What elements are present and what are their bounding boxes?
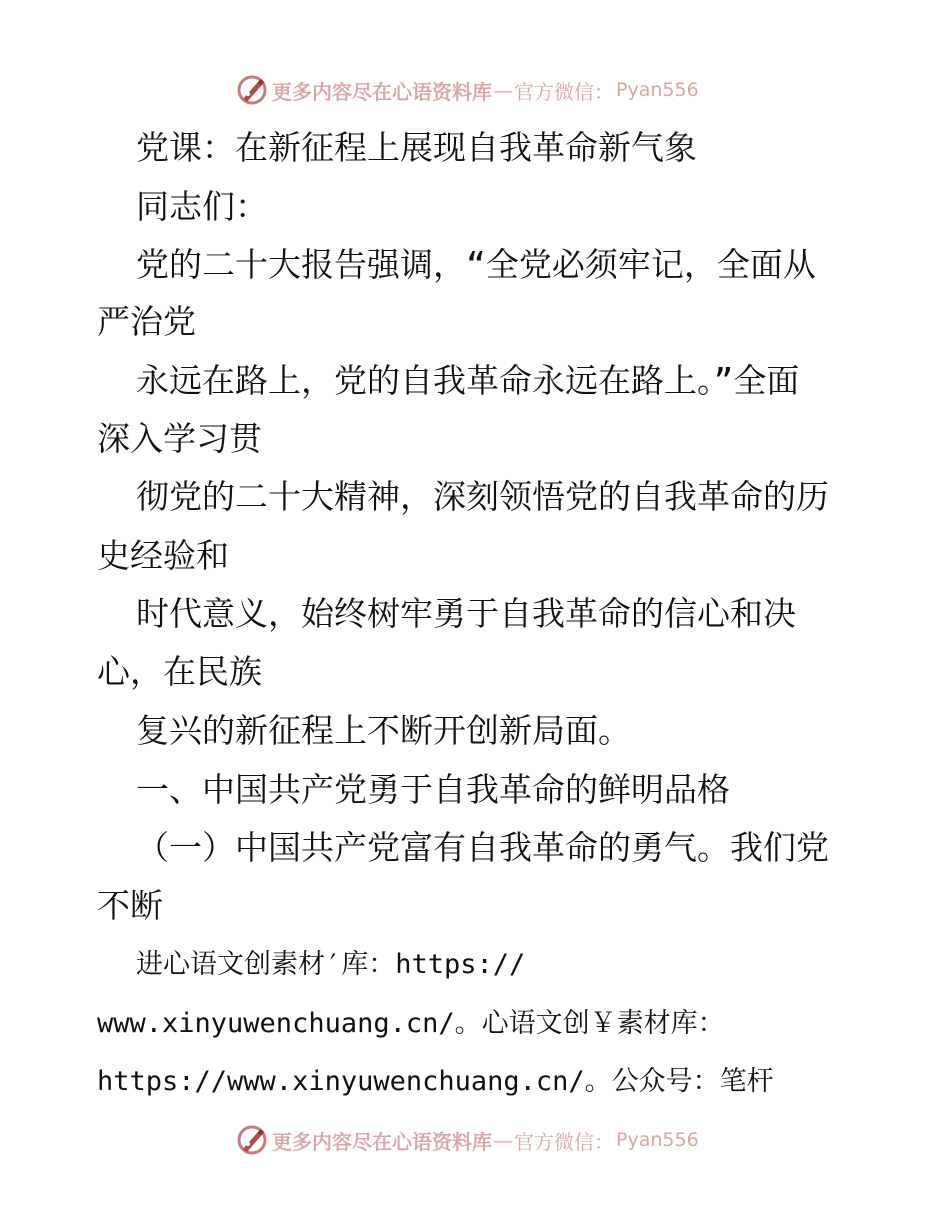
watermark-wechat-id: Pyan556 xyxy=(616,1129,699,1151)
document-title: 党课：在新征程上展现自我革命新气象 xyxy=(136,128,697,167)
watermark-official-label: 官方微信： xyxy=(514,79,614,104)
promo-line: https://www.xinyuwenchuang.cn/。公众号：笔杆 xyxy=(97,1066,774,1097)
paragraph-line: 深入学习贯 xyxy=(97,419,262,458)
watermark-dash: — xyxy=(493,78,513,102)
watermark-main-text: 更多内容尽在心语资料库 xyxy=(272,1129,492,1154)
paragraph-line: 严治党 xyxy=(97,302,196,341)
paragraph-line: 时代意义，始终树牢勇于自我革命的信心和决 xyxy=(136,594,796,633)
paragraph-line: 心，在民族 xyxy=(97,652,262,691)
paragraph-line: 永远在路上，党的自我革命永远在路上。”全面 xyxy=(136,361,800,400)
watermark-main-text: 更多内容尽在心语资料库 xyxy=(272,79,492,104)
watermark-wechat-id: Pyan556 xyxy=(616,79,699,101)
pen-logo-icon xyxy=(236,1124,268,1156)
watermark-official-label: 官方微信： xyxy=(514,1129,614,1154)
paragraph-line: 彻党的二十大精神，深刻领悟党的自我革命的历 xyxy=(136,477,829,516)
section-heading: 一、中国共产党勇于自我革命的鲜明品格 xyxy=(136,770,730,809)
subsection-heading: （一）中国共产党富有自我革命的勇气。我们党 xyxy=(136,828,829,867)
paragraph-line: 史经验和 xyxy=(97,536,229,575)
pen-logo-icon xyxy=(236,74,268,106)
paragraph-line: 复兴的新征程上不断开创新局面。 xyxy=(136,711,631,750)
paragraph-line: 党的二十大报告强调，“全党必须牢记，全面从 xyxy=(136,245,816,284)
promo-line: 进心语文创素材′库：https:// xyxy=(136,949,526,980)
promo-line: www.xinyuwenchuang.cn/。心语文创￥素材库： xyxy=(97,1008,725,1039)
paragraph-line: 不断 xyxy=(97,886,163,925)
salutation: 同志们： xyxy=(136,187,268,226)
watermark-dash: — xyxy=(493,1128,513,1152)
header-watermark xyxy=(236,73,699,107)
footer-watermark xyxy=(236,1123,699,1157)
